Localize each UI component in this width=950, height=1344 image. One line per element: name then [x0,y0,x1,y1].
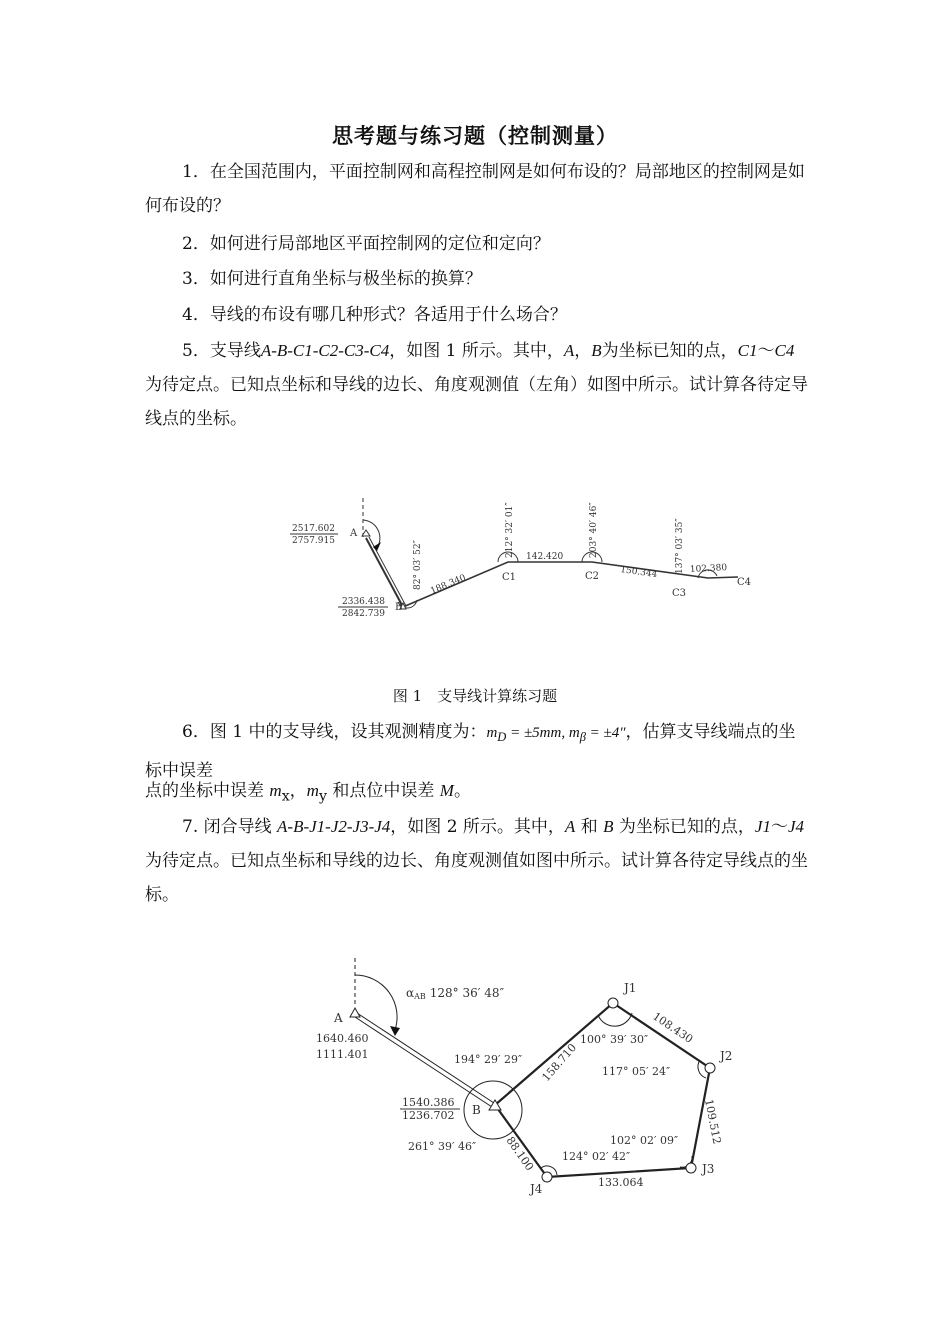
angle-c2: 203° 40′ 46″ [589,502,599,558]
formula-part: = ±5mm, m [506,725,580,741]
q6-my: m [306,781,319,800]
coord-b-y: 2842.739 [342,609,385,619]
dist-j1-j2: 108.430 [650,1009,696,1046]
dist-c1-c2: 142.420 [526,552,564,562]
angle-c3: 137° 03′ 35″ [675,518,685,574]
angle-j3: 102° 02′ 09″ [610,1134,679,1147]
q7-point-j4: J4 [787,817,805,836]
question-6-cont [145,774,810,813]
angle-b: 82° 03′ 52″ [413,540,423,590]
point-j1-icon [608,998,618,1008]
point-j3-icon [686,1163,696,1173]
coord-a-x-2: 1640.460 [316,1032,369,1045]
figure-1-caption: 图 1 支导线计算练习题 [392,687,558,705]
q6-M: M [439,781,454,800]
angle-c1: 212° 32′ 01″ [505,502,515,558]
angle-j1-arc [598,1013,632,1026]
q7-text: 和 [575,817,604,837]
angle-j1: 100° 39′ 30″ [580,1033,649,1046]
label-b: B [395,602,403,613]
question-1: 1．在全国范围内，平面控制网和高程控制网是如何布设的？局部地区的控制网是如何布设的？ [145,162,805,216]
q5-text: 为待定点。已知点坐标和导线的边长、角度观测值（左角）如图中所示。试计算各待定导线点的坐标。 [145,375,808,429]
angle-j2: 117° 05′ 24″ [602,1065,671,1078]
q5-text: 5．支导线 [182,341,261,361]
question-7 [145,810,810,912]
q6-formula [486,725,626,744]
dist-c2-c3: 150.344 [619,565,658,581]
q5-text: ～ [757,341,775,361]
alpha-value: 128° 36′ 48″ [429,986,505,1000]
q7-text: 为坐标已知的点， [613,817,755,837]
figure-1-traverse [280,490,760,620]
label-j4: J4 [530,1182,543,1196]
label-a-2: A [334,1011,343,1025]
q6-text: 6．图 1 中的支导线，设其观测精度为： [182,722,487,742]
q7-point-j1: J1 [754,817,771,836]
alpha-sub: AB [414,992,426,1001]
page-title: 思考题与练习题（控制测量） [332,123,618,148]
formula-part: = ±4″ [585,725,626,741]
q7-text: ～ [770,817,788,837]
dist-j2-j3: 109.512 [702,1098,724,1146]
q5-route: A-B-C1-C2-C3-C4 [260,341,390,360]
angle-j4: 124° 02′ 42″ [562,1150,631,1163]
q5-text: 为坐标已知的点， [601,341,738,361]
q6-text: 。 [453,781,471,801]
q5-point-c1: C1 [737,341,758,360]
label-j3: J3 [702,1162,715,1176]
q7-point-a: A [564,817,576,836]
label-c3: C3 [672,588,687,599]
label-j2: J2 [720,1049,733,1063]
q5-text: ，如图 1 所示。其中， [389,341,564,361]
point-a-icon [350,1008,360,1017]
dist-j3-j4: 133.064 [598,1176,644,1189]
dist-c3-c4: 102.380 [689,563,728,575]
coord-a-x: 2517.602 [292,524,335,534]
figure-2-closed-traverse [300,950,760,1200]
q6-text: 和点位中误差 [326,781,440,801]
q7-text: ，如图 2 所示。其中， [390,817,565,837]
q6-text: ，估算支导线端点的坐标中误差 [145,722,796,781]
question-5 [145,334,810,436]
formula-part: D [497,730,507,744]
dist-j4-b: 88.100 [503,1134,537,1174]
q5-point-c4: C4 [774,341,795,360]
coord-a-y-2: 1111.401 [316,1048,369,1061]
q6-text-cont: 点的坐标中误差 [145,781,270,801]
label-j1: J1 [624,981,637,995]
q7-route: A-B-J1-J2-J3-J4 [277,817,391,836]
q6-mx: m [269,781,282,800]
alpha-arc [355,975,397,1030]
label-c1: C1 [502,572,517,583]
q7-point-b: B [603,817,614,836]
coord-b-x-2: 1540.386 [402,1096,455,1109]
q6-my-sub: y [318,788,327,805]
q7-text: 7. 闭合导线 [182,817,278,837]
question-2: 2．如何进行局部地区平面控制网的定位和定向？ [182,234,550,254]
formula-part: m [486,725,498,741]
label-a: A [350,528,358,539]
coord-b-x: 2336.438 [342,597,385,607]
alpha-label [406,986,505,1001]
q7-text: 为待定点。已知点坐标和导线的边长、角度观测值如图中所示。试计算各待定导线点的坐标。 [145,851,808,905]
dist-b-c1: 188.340 [429,573,468,597]
label-b-2: B [472,1103,481,1117]
angle-b-in: 194° 29′ 29″ [454,1053,523,1066]
coord-a-y: 2757.915 [292,536,335,546]
coord-b-y-2: 1236.702 [402,1109,455,1122]
alpha-arrow-icon [390,1026,400,1036]
question-3: 3．如何进行直角坐标与极坐标的换算？ [182,269,482,289]
q5-text: ， [574,341,592,361]
label-c2: C2 [585,571,600,582]
q6-text: ， [289,781,307,801]
label-c4: C4 [737,577,752,588]
alpha-symbol: α [406,986,415,1000]
q5-point-a: A [563,341,575,360]
dist-b-j1: 158.710 [539,1041,580,1084]
question-4: 4．导线的布设有哪几种形式？各适用于什么场合？ [182,305,567,325]
q6-mx-sub: x [281,788,290,805]
point-j2-icon [705,1063,715,1073]
angle-b-out: 261° 39′ 46″ [408,1140,477,1153]
q5-point-b: B [591,341,602,360]
point-j4-icon [542,1172,552,1182]
formula-part: β [579,730,586,744]
angle-arrow-icon [373,542,381,551]
